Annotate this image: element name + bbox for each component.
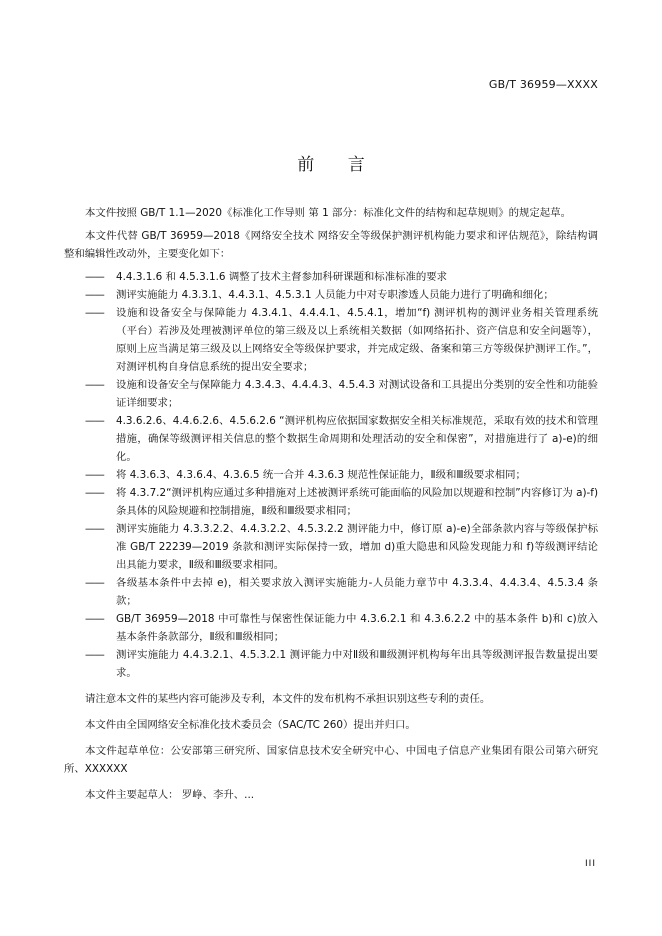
list-item (64, 286, 598, 304)
list-item-text: 4.4.3.1.6 和 4.5.3.1.6 调整了技术主督参加科研课题和标准标准的要求 (116, 271, 448, 283)
page-number: III (585, 859, 596, 869)
changes-list (64, 268, 598, 682)
dash-marker: —— (85, 289, 104, 301)
dash-marker: —— (85, 487, 104, 499)
intro-paragraph-drafting-rules: 本文件按照 GB/T 1.1—2020《标准化工作导则 第 1 部分：标准化文件的结构和起草规则》的规定起草。 (85, 207, 571, 219)
list-item-text: 将 4.3.6.3、4.3.6.4、4.3.6.5 统一合并 4.3.6.3 规范性保证能力，Ⅱ级和Ⅲ级要求相同； (116, 469, 526, 481)
list-item-text: 4.3.6.2.6、4.4.6.2.6、4.5.6.2.6 “测评机构应依据国家数据安全相关标准规范，采取有效的技术和管理措施，确保等级测评相关信息的整个数据生命周期和处理活动的安全和保密”，对措施进行了 a)-e)的细化。 (116, 415, 598, 463)
list-item-text: 测评实施能力 4.4.3.2.1、4.5.3.2.1 测评能力中对Ⅱ级和Ⅲ级测评机构每年出具等级测评报告数量提出要求。 (116, 649, 598, 679)
list-item-text: 设施和设备安全与保障能力 4.3.4.1、4.4.4.1、4.5.4.1，增加“f) 测评机构的测评业务相关管理系统（平台）若涉及处理被测评单位的第三级及以上系统相关数据（如网络拓扑、资产信息和安全问题等），原则上应当满足第三级及以上网络安全等级保护要求，并完成定级、备案和第三方等级保护测评工作。”，对测评机构自身信息系统的提出安全要求； (116, 307, 598, 373)
list-item-text: 测评实施能力 4.3.3.1、4.4.3.1、4.5.3.1 人员能力中对专职渗透人员能力进行了明确和细化； (116, 289, 554, 301)
proposer-statement: 本文件由全国网络安全标准化技术委员会（SAC/TC 260）提出并归口。 (85, 719, 416, 731)
dash-marker: —— (85, 271, 104, 283)
dash-marker: —— (85, 379, 104, 391)
page-title: 前 言 (297, 155, 379, 175)
standard-number: GB/T 36959—XXXX (488, 78, 598, 91)
dash-marker: —— (85, 307, 104, 319)
list-item-text: GB/T 36959—2018 中可靠性与保密性保证能力中 4.3.6.2.1 和 4.3.6.2.2 中的基本条件 b)和 c)放入基本条件条款部分，Ⅱ级和Ⅲ级相同； (116, 613, 598, 643)
dash-marker: —— (85, 469, 104, 481)
dash-marker: —— (85, 523, 104, 535)
list-item (64, 610, 598, 646)
drafters: 本文件主要起草人： 罗峥、李升、... (85, 789, 255, 801)
foreword-body (64, 204, 598, 812)
drafting-units: 本文件起草单位：公安部第三研究所、国家信息技术安全研究中心、中国电子信息产业集团有限公司第六研究所、XXXXXX (64, 745, 598, 775)
list-item-text: 设施和设备安全与保障能力 4.3.4.3、4.4.4.3、4.5.4.3 对测试设备和工具提出分类别的安全性和功能验证详细要求； (116, 379, 598, 409)
dash-marker: —— (85, 649, 104, 661)
list-item (64, 376, 598, 412)
patent-notice: 请注意本文件的某些内容可能涉及专利，本文件的发布机构不承担识别这些专利的责任。 (85, 693, 491, 705)
list-item (64, 304, 598, 376)
list-item (64, 484, 598, 520)
list-item (64, 466, 598, 484)
intro-paragraph-replacement: 本文件代替 GB/T 36959—2018《网络安全技术 网络安全等级保护测评机构能力要求和评估规范》，除结构调整和编辑性改动外，主要变化如下： (64, 230, 598, 260)
list-item-text: 测评实施能力 4.3.3.2.2、4.4.3.2.2、4.5.3.2.2 测评能力中，修订原 a)-e)全部条款内容与等级保护标准 GB/T 22239—2019 条款和测评实际保持一致，增加 d)重大隐患和风险发现能力和 f)等级测评结论出具能力要求，Ⅱ级和Ⅲ级要求相同。 (116, 523, 598, 571)
dash-marker: —— (85, 577, 104, 589)
list-item-text: 将 4.3.7.2“测评机构应通过多种措施对上述被测评系统可能面临的风险加以规避和控制”内容修订为 a)-f)条具体的风险规避和控制措施，Ⅱ级和Ⅲ级要求相同； (116, 487, 598, 517)
list-item (64, 574, 598, 610)
dash-marker: —— (85, 415, 104, 427)
list-item (64, 646, 598, 682)
list-item (64, 268, 598, 286)
list-item (64, 520, 598, 574)
list-item (64, 412, 598, 466)
dash-marker: —— (85, 613, 104, 625)
list-item-text: 各级基本条件中去掉 e)，相关要求放入测评实施能力-人员能力章节中 4.3.3.4、4.4.3.4、4.5.3.4 条款； (116, 577, 598, 607)
